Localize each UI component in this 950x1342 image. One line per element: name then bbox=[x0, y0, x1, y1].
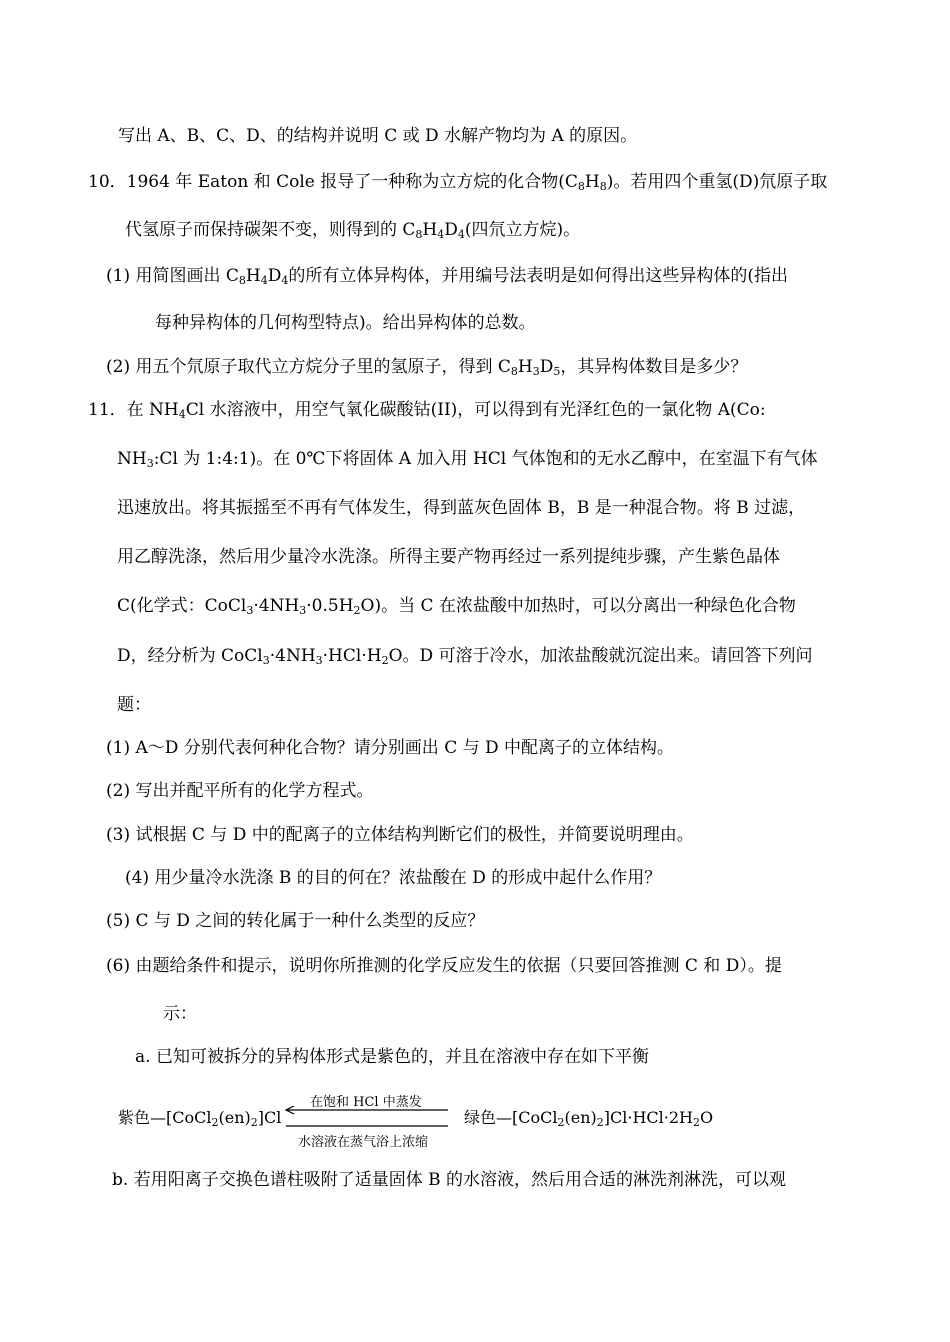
text: ·4NH bbox=[269, 646, 316, 666]
subscript: 3 bbox=[299, 604, 307, 617]
subscript: 8 bbox=[238, 274, 246, 287]
subscript: 3 bbox=[246, 604, 254, 617]
text: ·HCl·H bbox=[322, 646, 382, 666]
subscript: 2 bbox=[211, 1116, 219, 1129]
text: )。若用四个重氢(D)氘原子取 bbox=[606, 172, 828, 192]
question-11-line-1 bbox=[88, 399, 766, 421]
reaction-right-compound bbox=[464, 1107, 713, 1129]
text: NH bbox=[117, 449, 147, 469]
hint-a bbox=[135, 1046, 649, 1068]
text: 每种异构体的几何构型特点)。给出异构体的总数。 bbox=[155, 313, 536, 333]
question-10-part-1-line-2 bbox=[155, 312, 536, 334]
text: 在 NH bbox=[126, 400, 179, 420]
text: D bbox=[267, 266, 282, 286]
question-11-part-5 bbox=[106, 910, 484, 932]
text: 代氢原子而保持碳架不变，则得到的 C bbox=[125, 220, 416, 240]
subscript: 2 bbox=[692, 1116, 700, 1129]
subscript: 4 bbox=[260, 274, 268, 287]
subscript: 8 bbox=[510, 365, 518, 378]
text: H bbox=[422, 220, 438, 240]
question-10-line-2 bbox=[125, 219, 580, 241]
text: ，其异构体数目是多少？ bbox=[560, 357, 748, 377]
text: 紫色—[CoCl bbox=[118, 1108, 212, 1127]
text: (en) bbox=[218, 1108, 251, 1127]
text: D bbox=[444, 220, 458, 240]
subscript: 2 bbox=[381, 654, 389, 667]
text: H bbox=[517, 357, 533, 377]
question-10-line-1 bbox=[88, 171, 827, 193]
subscript: 2 bbox=[596, 1116, 604, 1129]
text: (3) 试根据 C 与 D 中的配离子的立体结构判断它们的极性，并简要说明理由。 bbox=[106, 825, 694, 845]
text: (1) 用简图画出 C bbox=[106, 266, 239, 286]
reaction-top-label: 在饱和 HCl 中蒸发 bbox=[310, 1095, 422, 1110]
hint-b bbox=[112, 1169, 786, 1191]
text: D bbox=[539, 357, 554, 377]
subscript: 8 bbox=[577, 180, 585, 193]
text: ]Cl·HCl·2H bbox=[603, 1108, 693, 1127]
question-11-line-5 bbox=[117, 595, 796, 617]
question-11-line-4 bbox=[117, 546, 780, 568]
text: (5) C 与 D 之间的转化属于一种什么类型的反应？ bbox=[106, 911, 485, 931]
question-11-line-7 bbox=[117, 694, 151, 716]
text: ·4NH bbox=[253, 596, 300, 616]
text: ·0.5H bbox=[306, 596, 354, 616]
text: ]Cl bbox=[257, 1108, 282, 1127]
text: (en) bbox=[564, 1108, 597, 1127]
question-11-part-6-line-2 bbox=[163, 1003, 197, 1025]
equilibrium-arrows-icon bbox=[282, 1106, 452, 1130]
question-number: 11． bbox=[88, 400, 127, 420]
text: (四氘立方烷)。 bbox=[464, 220, 581, 240]
text: a. 已知可被拆分的异构体形式是紫色的，并且在溶液中存在如下平衡 bbox=[135, 1047, 649, 1067]
subscript: 2 bbox=[250, 1116, 258, 1129]
question-11-part-3 bbox=[106, 824, 694, 846]
text: (1) A～D 分别代表何种化合物？请分别画出 C 与 D 中配离子的立体结构。 bbox=[106, 738, 675, 758]
text: (2) 写出并配平所有的化学方程式。 bbox=[106, 781, 374, 801]
question-11-line-6 bbox=[117, 645, 813, 667]
text: 示： bbox=[163, 1004, 197, 1024]
text: H bbox=[245, 266, 261, 286]
subscript: 3 bbox=[315, 654, 323, 667]
text: (4) 用少量冷水洗涤 B 的目的何在？浓盐酸在 D 的形成中起什么作用？ bbox=[125, 868, 662, 888]
text: H bbox=[584, 172, 600, 192]
text: C(化学式：CoCl bbox=[117, 596, 247, 616]
text: 1964 年 Eaton 和 Cole 报导了一种称为立方烷的化合物(C bbox=[126, 172, 578, 192]
text: b. 若用阳离子交换色谱柱吸附了适量固体 B 的水溶液，然后用合适的淋洗剂淋洗，可以观 bbox=[112, 1170, 786, 1190]
reaction-left-compound bbox=[118, 1107, 281, 1129]
subscript: 4 bbox=[457, 228, 465, 241]
question-11-part-6-line-1 bbox=[106, 955, 782, 977]
question-11-part-1 bbox=[106, 737, 674, 759]
subscript: 4 bbox=[178, 408, 186, 421]
question-11-part-2 bbox=[106, 780, 373, 802]
reaction-bottom-label: 水溶液在蒸气浴上浓缩 bbox=[298, 1135, 429, 1150]
question-10-part-2 bbox=[106, 356, 747, 378]
question-10-part-1-line-1 bbox=[106, 265, 788, 287]
text: O bbox=[699, 1108, 714, 1127]
text: :Cl 为 1:4:1)。在 0℃下将固体 A 加入用 HCl 气体饱和的无水乙醇中，在室温下有气体 bbox=[153, 449, 818, 469]
question-11-part-4 bbox=[125, 867, 661, 889]
subscript: 8 bbox=[599, 180, 607, 193]
text: 的所有立体异构体，并用编号法表明是如何得出这些异构体的(指出 bbox=[288, 266, 789, 286]
text: 迅速放出。将其振摇至不再有气体发生，得到蓝灰色固体 B，B 是一种混合物。将 B 过滤， bbox=[117, 498, 806, 518]
text: (2) 用五个氘原子取代立方烷分子里的氢原子，得到 C bbox=[106, 357, 511, 377]
text: O。D 可溶于冷水，加浓盐酸就沉淀出来。请回答下列问 bbox=[388, 646, 813, 666]
subscript: 3 bbox=[146, 457, 154, 470]
subscript: 8 bbox=[415, 228, 423, 241]
question-11-line-2 bbox=[117, 448, 818, 470]
subscript: 3 bbox=[262, 654, 270, 667]
subscript: 2 bbox=[557, 1116, 565, 1129]
subscript: 5 bbox=[553, 365, 561, 378]
text: 绿色—[CoCl bbox=[464, 1108, 558, 1127]
text: O)。当 C 在浓盐酸中加热时，可以分离出一种绿色化合物 bbox=[360, 596, 796, 616]
subscript: 4 bbox=[281, 274, 289, 287]
text: 用乙醇洗涤，然后用少量冷水洗涤。所得主要产物再经过一系列提纯步骤，产生紫色晶体 bbox=[117, 547, 780, 567]
text: (6) 由题给条件和提示，说明你所推测的化学反应发生的依据（只要回答推测 C 和 D）。提 bbox=[106, 956, 782, 976]
subscript: 2 bbox=[353, 604, 361, 617]
text: Cl 水溶液中，用空气氧化碳酸钴(II)，可以得到有光泽红色的一氯化物 A(Co: bbox=[185, 400, 766, 420]
text-line-intro bbox=[118, 125, 637, 147]
question-11-line-3 bbox=[117, 497, 805, 519]
question-number: 10． bbox=[88, 172, 127, 192]
subscript: 4 bbox=[437, 228, 445, 241]
text: 写出 A、B、C、D、的结构并说明 C 或 D 水解产物均为 A 的原因。 bbox=[118, 126, 638, 146]
text: D，经分析为 CoCl bbox=[117, 646, 263, 666]
text: 题： bbox=[117, 695, 151, 715]
subscript: 3 bbox=[532, 365, 540, 378]
